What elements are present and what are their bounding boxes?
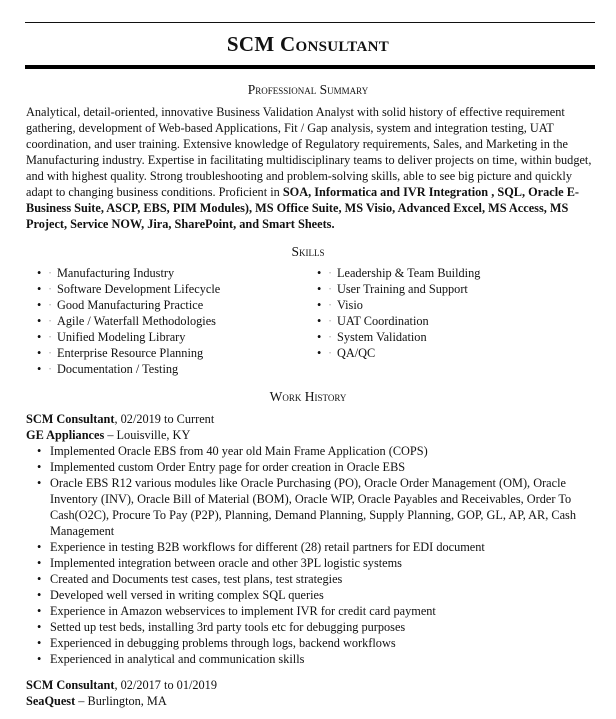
summary-plain: Analytical, detail-oriented, innovative Business Validation Analyst with solid history of effective requirement gathering, development of Web-based Applications, Fit / Gap analysis, system and integration testing, UAT coordination, and user training. Extensive knowledge of Regulatory requirements, Sales, and Marketing in the Manufacturing industry. Expertise in facilitating multidisciplinary teams to deliver projects on time, within budget, and with highest quality. Strong troubleshooting and problem-solving skills, able to see big picture and quickly adapt to changing business conditions. Proficient in — [26, 105, 592, 199]
skill-item: • Manufacturing Industry · — [37, 265, 220, 281]
page-title: SCM Consultant — [226, 32, 390, 56]
skill-item: • User Training and Support · — [317, 281, 480, 297]
skill-item: • Visio · — [317, 297, 480, 313]
top-rule — [25, 22, 595, 23]
job-bullet: • Setted up test beds, installing 3rd party tools etc for debugging purposes — [50, 619, 592, 635]
job-bullet: • Experienced in debugging problems through logs, backend workflows — [50, 635, 592, 651]
summary-heading: Professional Summary — [247, 82, 369, 97]
job-bullet: • Experience in testing B2B workflows for different (28) retail partners for EDI document — [50, 539, 592, 555]
job-dates: , 02/2019 to Current — [114, 412, 215, 426]
job-title: SCM Consultant — [26, 678, 115, 692]
job-bullet: • Implemented Oracle EBS from 40 year old Main Frame Application (COPS) — [50, 443, 592, 459]
skill-item: • Leadership & Team Building · — [317, 265, 480, 281]
company-line — [26, 693, 592, 709]
skill-item: • Unified Modeling Library · — [37, 329, 220, 345]
skill-item: • Agile / Waterfall Methodologies · — [37, 313, 220, 329]
job-bullet: • Created and Documents test cases, test plans, test strategies — [50, 571, 592, 587]
company-line — [26, 427, 592, 443]
skill-item: • System Validation · — [317, 329, 480, 345]
skill-item: • Documentation / Testing · — [37, 361, 220, 377]
job-bullet: • Experienced in analytical and communication skills — [50, 651, 592, 667]
company-name: SeaQuest — [26, 694, 76, 708]
job-entry — [26, 411, 592, 667]
job-entry — [26, 677, 592, 709]
company-name: GE Appliances — [26, 428, 105, 442]
skill-item: • Software Development Lifecycle · — [37, 281, 220, 297]
company-location: – Burlington, MA — [75, 694, 167, 708]
job-title-line — [26, 411, 592, 427]
skills-right-column — [317, 265, 480, 361]
skill-item: • Good Manufacturing Practice · — [37, 297, 220, 313]
company-location: – Louisville, KY — [104, 428, 191, 442]
job-title: SCM Consultant — [26, 412, 115, 426]
job-bullets — [26, 443, 592, 667]
job-bullet: • Implemented integration between oracle and other 3PL logistic systems — [50, 555, 592, 571]
job-bullet: • Oracle EBS R12 various modules like Oracle Purchasing (PO), Oracle Order Management (OM), Oracle Inventory (INV), Oracle Bill of Material (BOM), Oracle WIP, Oracle Payables and Receivables, Order To Cash(O2C), Procure To Pay (P2P), Planning, Demand Planning, Supply Planning, GOP, GL, AP, AR, Cash Management — [50, 475, 592, 539]
skills-left-column — [37, 265, 220, 377]
job-title-line — [26, 677, 592, 693]
skill-item: • Enterprise Resource Planning · — [37, 345, 220, 361]
job-bullet: • Experience in Amazon webservices to implement IVR for credit card payment — [50, 603, 592, 619]
summary-text — [26, 104, 592, 232]
job-bullet: • Implemented custom Order Entry page for order creation in Oracle EBS — [50, 459, 592, 475]
work-heading: Work History — [269, 389, 347, 404]
skills-heading: Skills — [291, 244, 325, 259]
summary-bold: SOA, Informatica and IVR Integration , SQL, Oracle E-Business Suite, ASCP, EBS, PIM Modules), MS Office Suite, MS Visio, Advanced Excel, MS Access, MS Project, Service NOW, Jira, SharePoint, and Smart Sheets. — [26, 185, 579, 231]
job-dates: , 02/2017 to 01/2019 — [114, 678, 217, 692]
skill-item: • QA/QC · — [317, 345, 480, 361]
job-bullet: • Developed well versed in writing complex SQL queries — [50, 587, 592, 603]
work-history — [26, 411, 592, 719]
title-rule — [25, 65, 595, 69]
skill-item: • UAT Coordination · — [317, 313, 480, 329]
